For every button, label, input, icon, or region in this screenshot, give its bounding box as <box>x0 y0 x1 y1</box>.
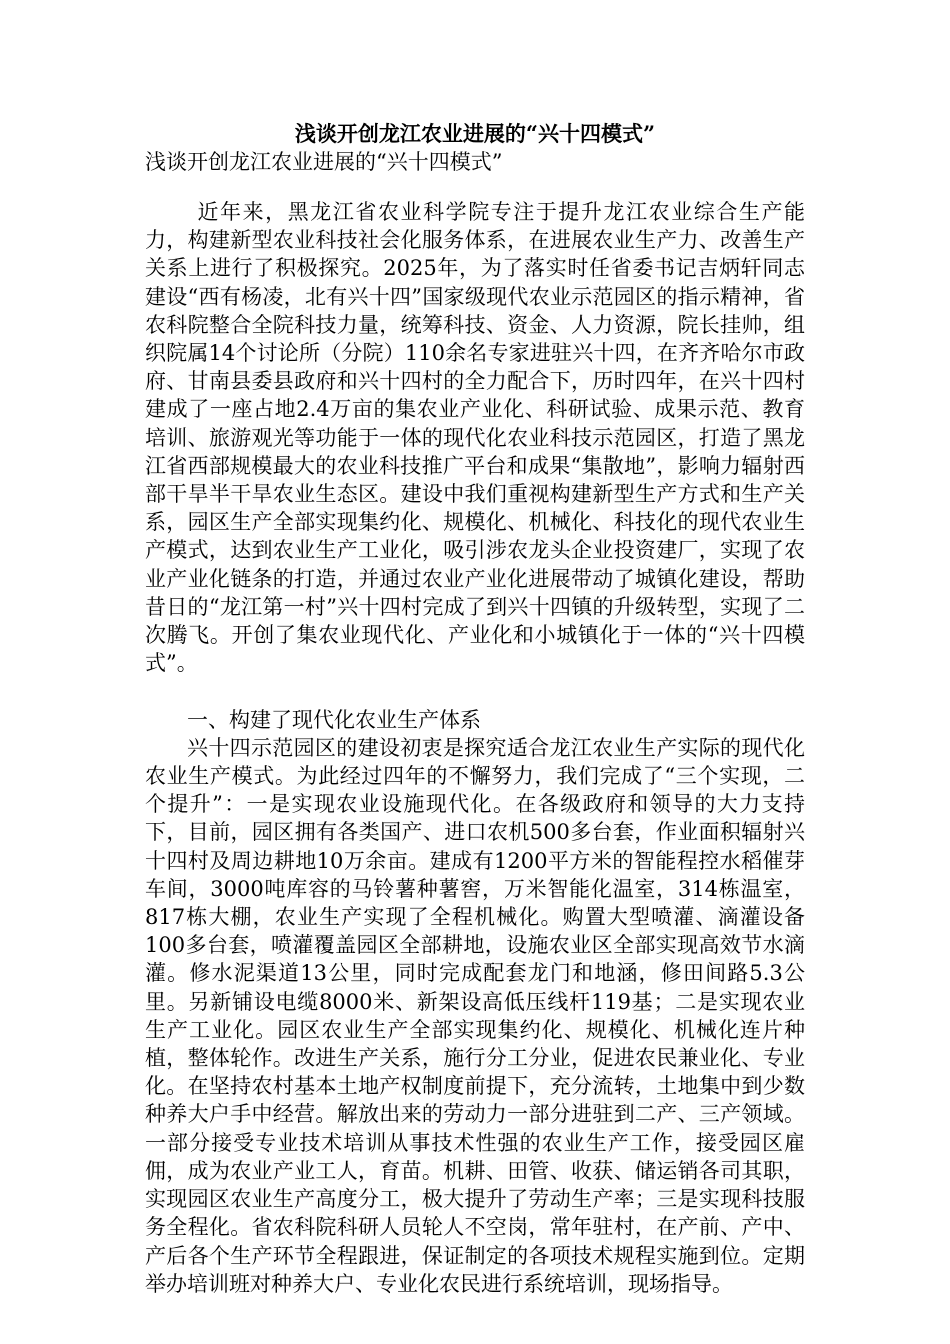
section-1-paragraph: 兴十四示范园区的建设初衷是探究适合龙江农业生产实际的现代化农业生产模式。为此经过四年的不懈努力，我们完成了“三个实现，二个提升”：一是实现农业设施现代化。在各级政府和领导的大力支持下，目前，园区拥有各类国产、进口农机500多台套，作业面积辐射兴十四村及周边耕地10万余亩。建成有1200平方米的智能程控水稻催芽车间，3000吨库容的马铃薯种薯窖，万米智能化温室，314栋温室，817栋大棚，农业生产实现了全程机械化。购置大型喷灌、滴灌设备100多台套，喷灌覆盖园区全部耕地，设施农业区全部实现高效节水滴灌。修水泥渠道13公里，同时完成配套龙门和地涵，修田间路5.3公里。另新铺设电缆8000米、新架设高低压线杆119基；二是实现农业生产工业化。园区农业生产全部实现集约化、规模化、机械化连片种植，整体轮作。改进生产关系，施行分工分业，促进农民兼业化、专业化。在坚持农村基本土地产权制度前提下，充分流转，土地集中到少数种养大户手中经营。解放出来的劳动力一部分进驻到二产、三产领域。一部分接受专业技术培训从事技术性强的农业生产工作，接受园区雇佣，成为农业产业工人，育苗。机耕、田管、收获、储运销各司其职，实现园区农业生产高度分工，极大提升了劳动生产率；三是实现科技服务全程化。省农科院科研人员轮人不空岗，常年驻村，在产前、产中、产后各个生产环节全程跟进，保证制定的各项技术规程实施到位。定期举办培训班对种养大户、专业化农民进行系统培训，现场指导。 <box>145 735 805 1296</box>
document-subtitle: 浅谈开创龙江农业进展的“兴十四模式” <box>145 150 503 174</box>
document-body <box>145 198 805 1298</box>
intro-paragraph: 近年来，黑龙江省农业科学院专注于提升龙江农业综合生产能力，构建新型农业科技社会化服务体系，在进展农业生产力、改善生产关系上进行了积极探究。2025年，为了落实时任省委书记吉炳轩同志建设“西有杨凌，北有兴十四”国家级现代农业示范园区的指示精神，省农科院整合全院科技力量，统筹科技、资金、人力资源，院长挂帅，组织院属14个讨论所（分院）110余名专家进驻兴十四，在齐齐哈尔市政府、甘南县委县政府和兴十四村的全力配合下，历时四年，在兴十四村建成了一座占地2.4万亩的集农业产业化、科研试验、成果示范、教育培训、旅游观光等功能于一体的现代化农业科技示范园区，打造了黑龙江省西部规模最大的农业科技推广平台和成果“集散地”，影响力辐射西部干旱半干旱农业生态区。建设中我们重视构建新型生产方式和生产关系，园区生产全部实现集约化、规模化、机械化、科技化的现代农业生产模式，达到农业生产工业化，吸引涉农龙头企业投资建厂，实现了农业产业化链条的打造，并通过农业产业化进展带动了城镇化建设，帮助昔日的“龙江第一村”兴十四村完成了到兴十四镇的升级转型，实现了二次腾飞。开创了集农业现代化、产业化和小城镇化于一体的“兴十四模式”。 <box>145 200 805 676</box>
paragraph-spacer <box>145 677 805 705</box>
section-1-heading: 一、构建了现代化农业生产体系 <box>187 707 481 732</box>
document-title: 浅谈开创龙江农业进展的“兴十四模式” <box>294 121 656 146</box>
